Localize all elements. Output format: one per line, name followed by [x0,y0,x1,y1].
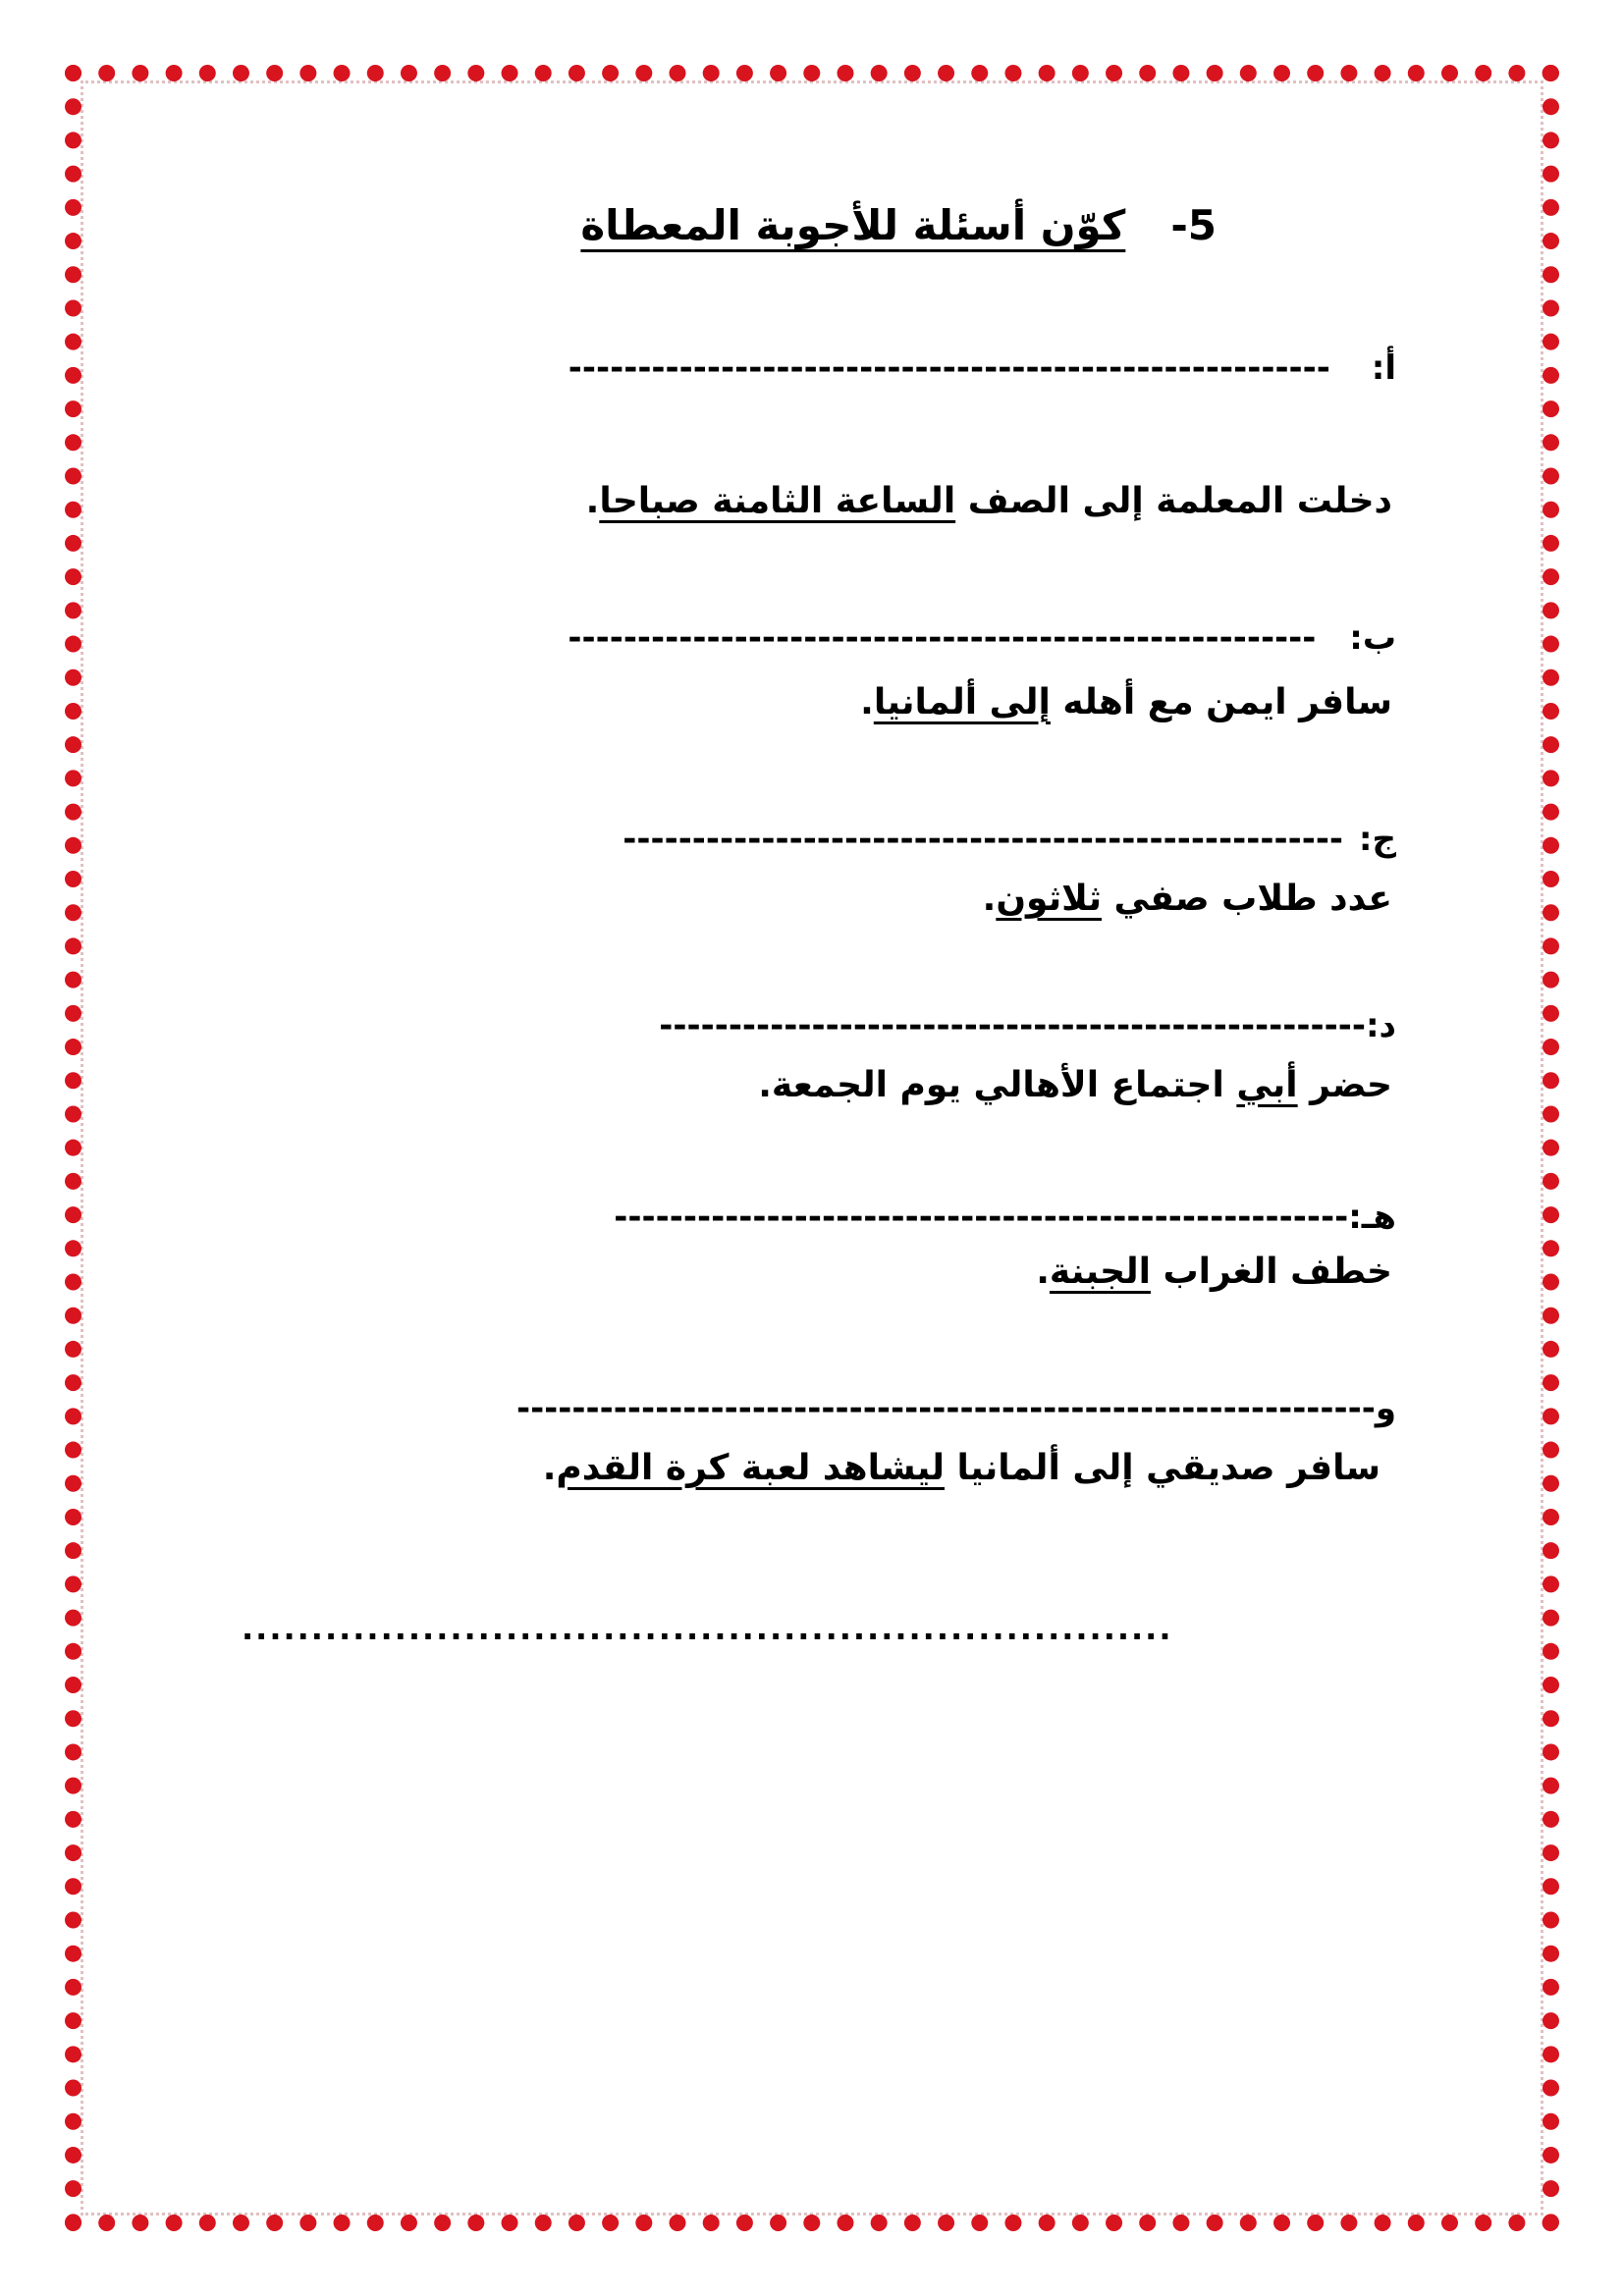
question-line-c[interactable] [623,820,1396,859]
sentence-end: . [585,481,600,521]
sentence-end: . [1036,1252,1050,1292]
question-line-b[interactable] [568,618,1396,658]
sentence-text: سافر صديقي إلى ألمانيا [945,1448,1380,1488]
question-blank-c[interactable]: ---------------------------------------------------- [623,820,1344,859]
question-blank-b[interactable]: ------------------------------------------------------ [568,618,1317,658]
underlined-answer: أبي [1236,1065,1298,1105]
answer-sentence-a [586,481,1392,521]
sentence-end: . [542,1448,557,1488]
question-blank-e[interactable]: ----------------------------------------------------- [614,1198,1349,1237]
underlined-answer: ثلاثون [996,879,1102,919]
sentence-text: دخلت المعلمة إلى الصف [955,481,1392,521]
answer-sentence-b [860,682,1392,722]
question-line-f[interactable] [516,1389,1396,1428]
sentence-end: . [982,879,997,919]
question-line-e[interactable] [614,1198,1396,1237]
sentence-end: اجتماع الأهالي يوم الجمعة. [758,1065,1237,1105]
dotted-answer-line[interactable]: ................................................................... [242,1610,1173,1647]
sentence-end: . [860,682,874,722]
answer-sentence-c [983,879,1392,919]
question-label-d: د: [1365,1006,1396,1045]
answer-sentence-e [1036,1252,1392,1292]
underlined-answer: ليشاهد لعبة كرة القدم [556,1448,946,1488]
sentence-text: عدد طلاب صفي [1102,879,1392,919]
answer-sentence-d [758,1065,1392,1105]
question-label-a: أ: [1371,348,1396,388]
sentence-text: سافر ايمن مع أهله [1050,682,1392,722]
underlined-answer: إلى ألمانيا [873,682,1051,722]
question-blank-d[interactable]: --------------------------------------------------- [659,1006,1366,1045]
underlined-answer: الجبنة [1049,1252,1151,1292]
exercise-title [580,201,1217,249]
question-blank-a[interactable]: ------------------------------------------------------- [568,348,1330,388]
answer-sentence-f [543,1448,1380,1488]
question-label-e: هـ: [1348,1198,1396,1237]
question-label-f: و [1375,1389,1396,1428]
question-line-d[interactable] [659,1006,1396,1045]
decorative-inner-border [81,80,1543,2216]
exercise-number: 5- [1170,201,1217,249]
underlined-answer: الساعة الثامنة صباحا [599,481,956,521]
sentence-text: حضر [1297,1065,1392,1105]
sentence-text: خطف الغراب [1150,1252,1392,1292]
question-label-c: ج: [1358,820,1396,859]
question-blank-f[interactable]: -------------------------------------------------------------- [515,1389,1376,1428]
exercise-instruction: كوّن أسئلة للأجوبة المعطاة [580,201,1126,249]
question-label-b: ب: [1349,618,1396,658]
question-line-a[interactable] [568,348,1396,388]
